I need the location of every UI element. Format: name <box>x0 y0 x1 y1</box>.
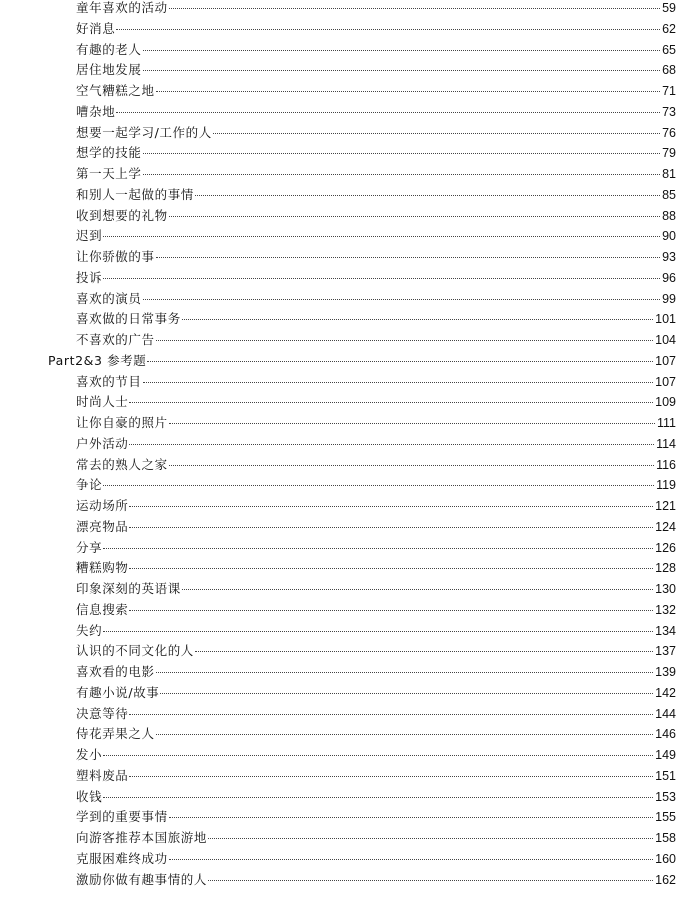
dot-leader <box>143 153 661 154</box>
toc-entry[interactable] <box>0 662 676 683</box>
toc-entry-title: 决意等待 <box>76 705 129 721</box>
dot-leader <box>129 402 653 403</box>
toc-entry-title: 第一天上学 <box>76 166 142 181</box>
toc-entry[interactable] <box>0 704 676 725</box>
dot-leader <box>143 174 661 175</box>
toc-page-number: 111 <box>656 416 676 430</box>
toc-entry-title: 向游客推荐本国旅游地 <box>76 830 208 845</box>
toc-page-number: 88 <box>662 208 676 223</box>
toc-page-number: 101 <box>655 312 676 327</box>
toc-page-number: 160 <box>655 851 676 866</box>
dot-leader <box>103 797 653 798</box>
toc-entry[interactable] <box>0 206 676 227</box>
toc-entry-title: 想学的技能 <box>76 145 142 161</box>
toc-entry[interactable] <box>0 164 676 185</box>
dot-leader <box>143 50 661 51</box>
toc-entry[interactable] <box>0 579 676 600</box>
toc-page-number: 119 <box>656 478 676 493</box>
dot-leader <box>195 195 660 196</box>
toc-entry[interactable] <box>0 123 676 144</box>
toc-entry[interactable] <box>0 40 676 61</box>
toc-page-number: 114 <box>656 436 676 451</box>
toc-page-number: 137 <box>655 644 676 659</box>
toc-entry[interactable] <box>0 849 676 870</box>
dot-leader <box>169 423 655 424</box>
dot-leader <box>182 319 653 320</box>
toc-entry-title: 喜欢做的日常事务 <box>76 311 181 327</box>
toc-entry[interactable] <box>0 143 676 164</box>
toc-page-number: 65 <box>662 42 676 57</box>
toc-entry[interactable] <box>0 0 676 19</box>
toc-entry-title: 常去的熟人之家 <box>76 456 168 472</box>
toc-entry[interactable] <box>0 641 676 662</box>
toc-page-number: 121 <box>655 499 676 513</box>
toc-page-number: 144 <box>655 706 676 721</box>
toc-page-number: 59 <box>662 1 676 15</box>
toc-entry-title: 迟到 <box>76 228 103 244</box>
toc-page-number: 85 <box>662 187 676 202</box>
toc-page-number: 96 <box>662 270 676 285</box>
toc-entry-title: Part2&3 参考题 <box>48 352 147 368</box>
dot-leader <box>129 610 653 611</box>
dot-leader <box>103 278 660 279</box>
toc-page-number: 142 <box>655 685 676 700</box>
toc-page-number: 76 <box>662 125 676 140</box>
toc-entry-title: 不喜欢的广告 <box>76 332 155 347</box>
dot-leader <box>182 589 653 590</box>
toc-page-number: 158 <box>655 831 676 845</box>
toc-page-number: 93 <box>662 250 676 264</box>
toc-entry-title: 让你自豪的照片 <box>76 415 168 430</box>
toc-page-number: 162 <box>655 872 676 887</box>
dot-leader <box>143 382 654 383</box>
toc-page-number: 130 <box>655 582 676 596</box>
toc-entry[interactable] <box>0 766 676 787</box>
toc-entry[interactable] <box>0 496 676 517</box>
toc-entry[interactable] <box>0 19 676 40</box>
toc-page-number: 90 <box>662 229 676 244</box>
toc-page-number: 124 <box>655 519 676 534</box>
toc-entry[interactable] <box>0 621 676 642</box>
toc-page-number: 71 <box>662 84 676 98</box>
toc-entry-title: 学到的重要事情 <box>76 809 168 825</box>
dot-leader <box>169 465 654 466</box>
toc-page-number: 153 <box>655 789 676 804</box>
toc-entry-title: 争论 <box>76 477 103 493</box>
toc-entry-title: 空气糟糕之地 <box>76 83 155 98</box>
toc-entry-title: 喜欢的节目 <box>76 373 142 389</box>
toc-entry[interactable] <box>0 309 676 330</box>
toc-entry[interactable] <box>0 185 676 206</box>
toc-entry-title: 有趣小说/故事 <box>76 684 160 700</box>
toc-entry-title: 收钱 <box>76 788 103 804</box>
toc-entry[interactable] <box>0 475 676 496</box>
toc-page-number: 62 <box>662 21 676 36</box>
toc-page-number: 128 <box>655 561 676 576</box>
dot-leader <box>103 631 653 632</box>
toc-entry[interactable] <box>0 268 676 289</box>
toc-page-number: 146 <box>655 727 676 742</box>
dot-leader <box>169 8 660 9</box>
dot-leader <box>208 838 653 839</box>
dot-leader <box>156 734 654 735</box>
toc-entry[interactable] <box>0 724 676 745</box>
toc-entry-title: 塑料废品 <box>76 767 129 783</box>
toc-entry-title: 激励你做有趣事情的人 <box>76 871 208 887</box>
toc-entry-title: 户外活动 <box>76 435 129 451</box>
toc-page-number: 132 <box>655 602 676 617</box>
toc-entry-title: 想要一起学习/工作的人 <box>76 124 212 140</box>
toc-entry[interactable] <box>0 870 676 891</box>
dot-leader <box>116 112 660 113</box>
dot-leader <box>156 91 660 92</box>
toc-entry-title: 克服困难终成功 <box>76 850 168 866</box>
dot-leader <box>129 568 653 569</box>
dot-leader <box>116 29 660 30</box>
toc-page-number: 149 <box>655 748 676 762</box>
toc-page-number: 73 <box>662 104 676 119</box>
toc-entry[interactable] <box>0 372 676 393</box>
toc-page-number: 104 <box>655 333 676 347</box>
toc-section-heading[interactable] <box>0 351 676 372</box>
toc-entry-title: 漂亮物品 <box>76 518 129 534</box>
toc-entry[interactable] <box>0 538 676 559</box>
toc-entry[interactable] <box>0 434 676 455</box>
dot-leader <box>160 693 653 694</box>
toc-entry-title: 印象深刻的英语课 <box>76 581 181 596</box>
toc-entry-title: 发小 <box>76 747 103 762</box>
toc-entry[interactable] <box>0 247 676 268</box>
toc-page-number: 68 <box>662 63 676 78</box>
dot-leader <box>147 361 653 362</box>
toc-entry-title: 认识的不同文化的人 <box>76 643 194 659</box>
dot-leader <box>129 506 653 507</box>
dot-leader <box>103 548 653 549</box>
toc-entry-title: 分享 <box>76 539 103 555</box>
dot-leader <box>156 340 654 341</box>
toc-entry[interactable] <box>0 330 676 351</box>
toc-page-number: 109 <box>655 395 676 410</box>
toc-page-number: 116 <box>656 457 676 472</box>
toc-entry[interactable] <box>0 683 676 704</box>
toc-entry-title: 童年喜欢的活动 <box>76 0 168 15</box>
dot-leader <box>169 216 660 217</box>
toc-entry-title: 居住地发展 <box>76 62 142 78</box>
dot-leader <box>169 817 653 818</box>
toc-page-number: 107 <box>655 353 676 368</box>
dot-leader <box>156 672 654 673</box>
toc-entry[interactable] <box>0 807 676 828</box>
toc-entry-title: 有趣的老人 <box>76 41 142 57</box>
toc-page-number: 155 <box>655 810 676 825</box>
toc-entry[interactable] <box>0 102 676 123</box>
toc-entry-title: 和别人一起做的事情 <box>76 186 194 202</box>
toc-page-number: 107 <box>655 374 676 389</box>
toc-entry-title: 时尚人士 <box>76 394 129 410</box>
toc-page-number: 79 <box>662 146 676 161</box>
toc-entry-title: 好消息 <box>76 20 116 36</box>
dot-leader <box>103 485 654 486</box>
toc-entry[interactable] <box>0 81 676 102</box>
dot-leader <box>195 651 653 652</box>
toc-entry[interactable] <box>0 558 676 579</box>
toc-entry-title: 让你骄傲的事 <box>76 249 155 264</box>
toc-entry-title: 侍花弄果之人 <box>76 726 155 742</box>
toc-entry[interactable] <box>0 226 676 247</box>
toc-entry-title: 嘈杂地 <box>76 103 116 119</box>
dot-leader <box>169 859 653 860</box>
toc-page-number: 151 <box>655 768 676 783</box>
dot-leader <box>129 776 653 777</box>
toc-entry-title: 失约 <box>76 622 103 638</box>
dot-leader <box>213 133 660 134</box>
toc-entry-title: 投诉 <box>76 269 103 285</box>
toc-page-number: 99 <box>662 291 676 306</box>
toc-entry-title: 运动场所 <box>76 498 129 513</box>
toc-entry[interactable] <box>0 517 676 538</box>
dot-leader <box>129 444 654 445</box>
toc-entry[interactable] <box>0 413 676 434</box>
toc-page-number: 81 <box>662 167 676 181</box>
dot-leader <box>129 714 653 715</box>
toc-entry[interactable] <box>0 392 676 413</box>
toc-entry[interactable] <box>0 600 676 621</box>
toc-entry-title: 糟糕购物 <box>76 560 129 576</box>
dot-leader <box>156 257 660 258</box>
toc-entry[interactable] <box>0 455 676 476</box>
toc-entry-title: 信息搜索 <box>76 601 129 617</box>
toc-entry-title: 喜欢的演员 <box>76 290 142 306</box>
toc-entry[interactable] <box>0 828 676 849</box>
toc-entry[interactable] <box>0 60 676 81</box>
dot-leader <box>143 70 661 71</box>
dot-leader <box>103 236 660 237</box>
toc-entry[interactable] <box>0 289 676 310</box>
toc-entry[interactable] <box>0 787 676 808</box>
toc-page-number: 139 <box>655 665 676 679</box>
toc-entry-title: 喜欢看的电影 <box>76 664 155 679</box>
dot-leader <box>103 755 653 756</box>
dot-leader <box>208 880 653 881</box>
toc-page-number: 126 <box>655 540 676 555</box>
toc-entry-title: 收到想要的礼物 <box>76 207 168 223</box>
dot-leader <box>129 527 653 528</box>
toc-entry[interactable] <box>0 745 676 766</box>
toc-page-number: 134 <box>655 623 676 638</box>
dot-leader <box>143 299 661 300</box>
